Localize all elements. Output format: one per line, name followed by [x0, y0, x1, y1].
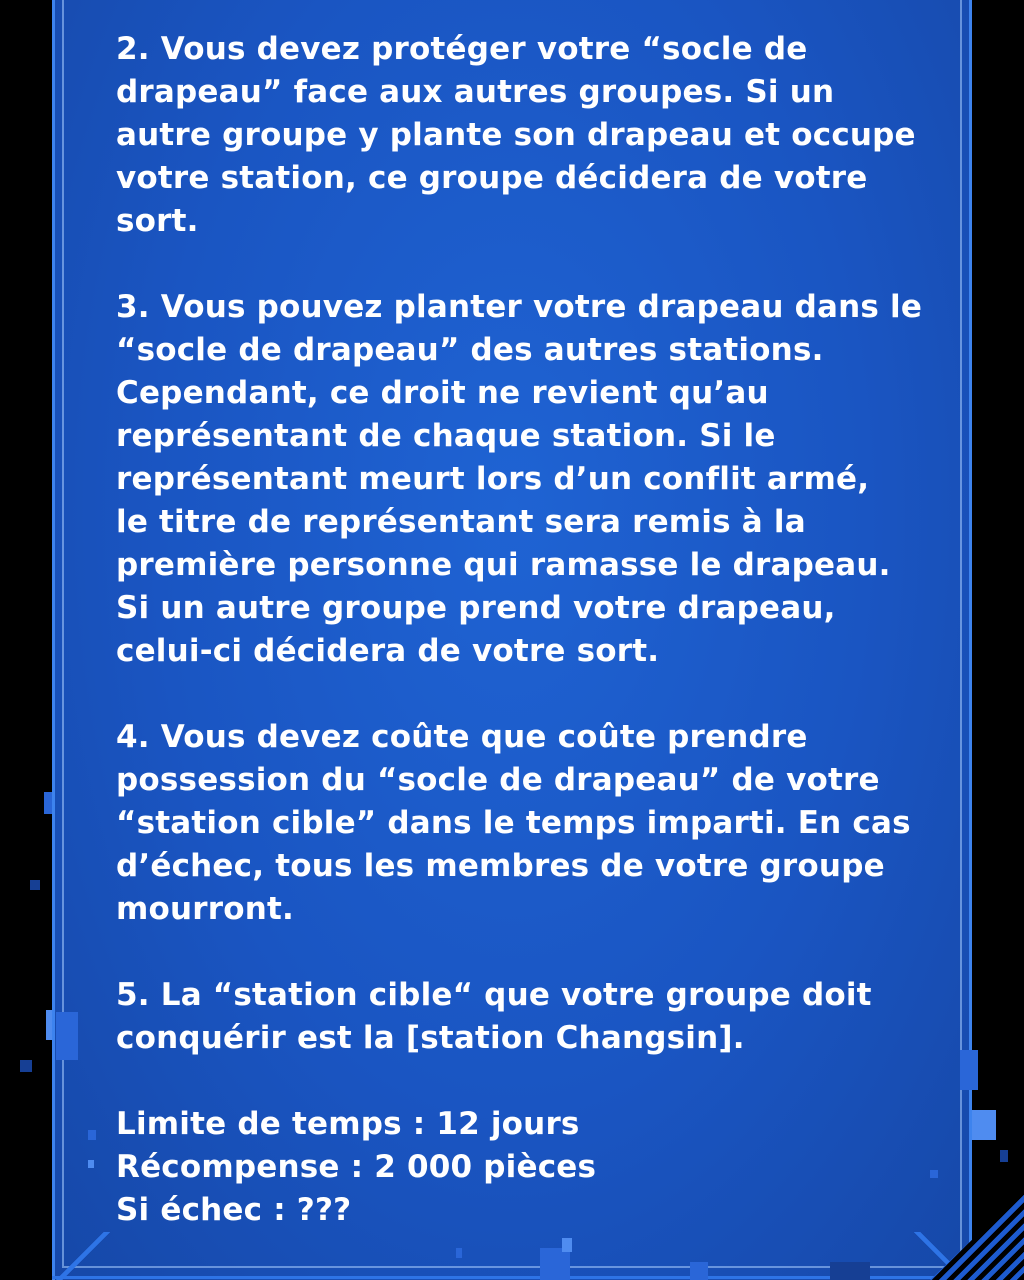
rule-5: 5. La “station cible“ que votre groupe doit conquérir est la [station Changsin].	[116, 977, 872, 1056]
decorative-pixel	[88, 1160, 94, 1168]
decorative-pixel	[960, 1050, 978, 1090]
decorative-pixel	[30, 880, 40, 890]
decorative-pixel	[44, 792, 52, 814]
decorative-pixel	[88, 1130, 96, 1140]
decorative-pixel	[690, 1262, 708, 1280]
decorative-pixel	[830, 1262, 870, 1280]
rule-2: 2. Vous devez protéger votre “socle de drapeau” face aux autres groupes. Si un autre groupe y plante son drapeau et occupe votre station, ce groupe décidera de votre sort.	[116, 31, 916, 239]
decorative-pixel	[972, 1110, 996, 1140]
rule-4: 4. Vous devez coûte que coûte prendre possession du “socle de drapeau” de votre “station cible” dans le temps imparti. En cas d’échec, tous les membres de votre groupe mourront.	[116, 719, 911, 927]
frame-corner-left	[52, 1232, 112, 1280]
time-limit: Limite de temps : 12 jours	[116, 1106, 580, 1142]
decorative-pixel	[1000, 1150, 1008, 1162]
decorative-pixel	[20, 1060, 32, 1072]
reward: Récompense : 2 000 pièces	[116, 1149, 597, 1185]
decorative-pixel	[456, 1248, 462, 1258]
failure-penalty: Si échec : ???	[116, 1192, 352, 1228]
decorative-pixel	[540, 1248, 570, 1280]
decorative-pixel	[56, 1012, 78, 1060]
quest-text	[116, 28, 936, 1232]
decorative-pixel	[46, 1010, 52, 1040]
decorative-pixel	[562, 1238, 572, 1252]
rule-3: 3. Vous pouvez planter votre drapeau dans le “socle de drapeau” des autres stations. Cependant, ce droit ne revient qu’au représentant de chaque station. Si le représentant meurt lors d’un conflit armé, le titre de représentant sera remis à la première personne qui ramasse le drapeau. Si un autre groupe prend votre drapeau, celui-ci décidera de votre sort.	[116, 289, 923, 669]
